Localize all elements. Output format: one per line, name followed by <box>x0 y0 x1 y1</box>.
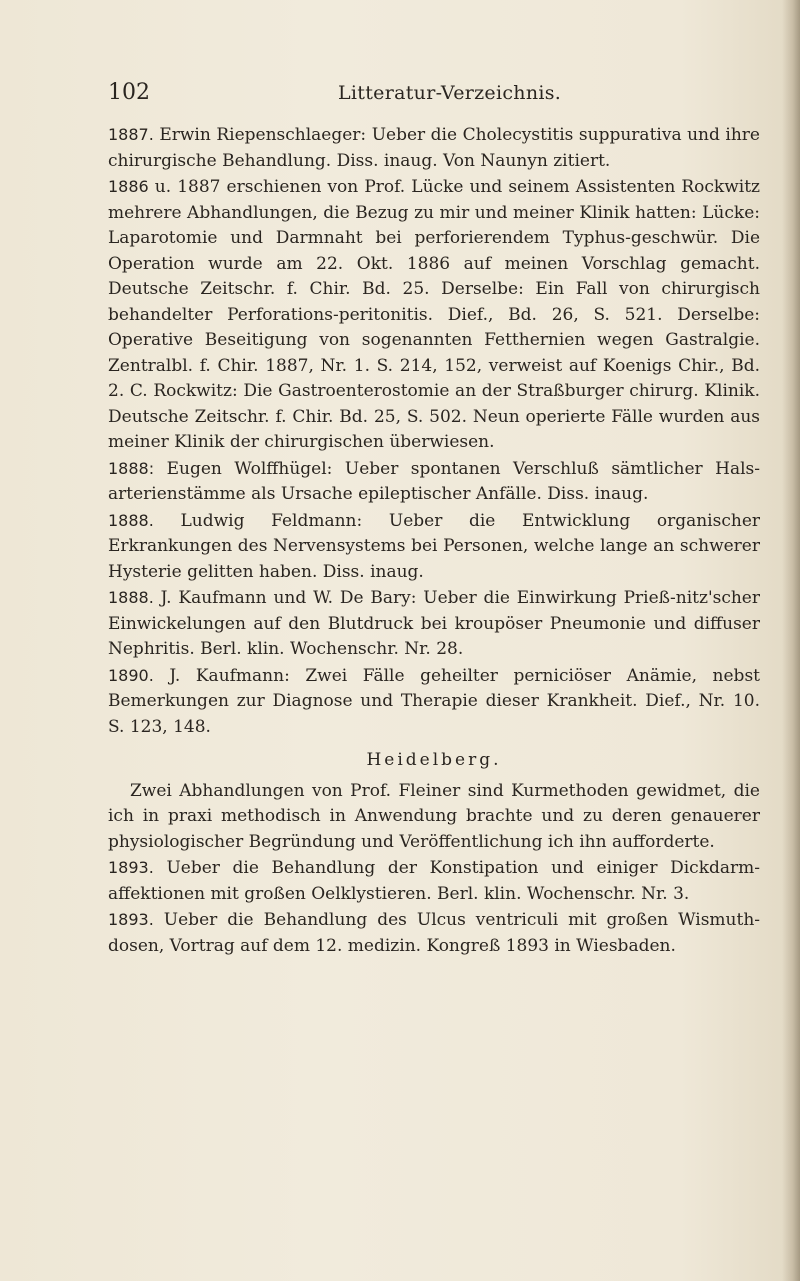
entry-text: Ueber die Behandlung des Ulcus ventriculi mit großen Wismuth-dosen, Vortrag auf dem 12. medizin. Kongreß 1893 in Wiesbaden. <box>108 910 761 956</box>
bibliography-entry <box>108 585 760 663</box>
bibliography-entry <box>108 855 760 907</box>
page-header <box>108 80 708 112</box>
entry-text: Ludwig Feldmann: Ueber die Entwicklung organischer Erkrankungen des Nervensystems bei Personen, welche lange an schwerer Hysterie gelitten haben. Diss. inaug. <box>108 510 761 582</box>
intro-paragraph: Zwei Abhandlungen von Prof. Fleiner sind Kurmethoden gewidmet, die ich in praxi methodisch in Anwendung brachte und zu deren genauerer physiologischer Begründung und Veröffentlichung ich ihn aufforderte. <box>108 780 760 852</box>
entry-year: 1893. <box>108 858 154 877</box>
entry-text: u. 1887 erschienen von Prof. Lücke und seinem Assistenten Rockwitz mehrere Abhandlungen, die Bezug zu mir und meiner Klinik hatten: Lücke: Laparotomie und Darmnaht bei perforierendem Typhus-geschwür. Die Operation wurde am 22. Okt. 1886 auf meinen Vorschlag gemacht. Deutsche Zeitschr. f. Chir. Bd. 25. Derselbe: Ein Fall von chirurgisch behandelter Perforations-peritonitis. Dief., Bd. 26, S. 521. Derselbe: Operative Beseitigung von sogenannten Fetthernien wegen Gastralgie. Zentralbl. f. Chir. 1887, Nr. 1. S. 214, 152, verweist auf Koenigs Chir., Bd. 2. C. Rockwitz: Die Gastroenterostomie an der Straßburger chirurg. Klinik. Deutsche Zeitschr. f. Chir. Bd. 25, S. 502. Neun operierte Fälle wurden aus meiner Klinik der chirurgischen überwiesen. <box>108 177 761 452</box>
entry-year: 1888. <box>108 588 154 607</box>
running-title: Litteratur-Verzeichnis. <box>338 82 562 104</box>
page-number: 102 <box>108 80 150 105</box>
entry-text: J. Kaufmann: Zwei Fälle geheilter perniciöser Anämie, nebst Bemerkungen zur Diagnose und Therapie dieser Krankheit. Dief., Nr. 10. S. 123, 148. <box>108 665 760 737</box>
entry-text: Erwin Riepenschlaeger: Ueber die Cholecystitis suppurativa und ihre chirurgische Behandlung. Diss. inaug. Von Naunyn zitiert. <box>108 125 760 171</box>
entry-year: 1888. <box>108 510 154 530</box>
entry-year: 1893. <box>108 910 154 929</box>
entry-year: 1888: <box>108 458 155 478</box>
bibliography-entry <box>108 174 760 456</box>
entry-text: J. Kaufmann und W. De Bary: Ueber die Einwirkung Prieß-nitz'scher Einwickelungen auf den Blutdruck bei kroupöser Pneumonie und diffuser Nephritis. Berl. klin. Wochenschr. Nr. 28. <box>108 588 760 659</box>
entry-text: Ueber die Behandlung der Konstipation und einiger Dickdarm-affektionen mit großen Oelklystieren. Berl. klin. Wochenschr. Nr. 3. <box>108 858 761 904</box>
body-text <box>108 122 760 959</box>
entry-year: 1887. <box>108 125 154 144</box>
page-edge-shadow <box>782 0 800 1281</box>
bibliography-entry <box>108 456 760 508</box>
bibliography-entry <box>108 907 760 959</box>
entry-text: Eugen Wolffhügel: Ueber spontanen Verschluß sämtlicher Hals-arterienstämme als Ursache epileptischer Anfälle. Diss. inaug. <box>108 458 761 504</box>
entry-year: 1886 <box>108 177 149 196</box>
bibliography-entry <box>108 122 760 174</box>
section-heading: Heidelberg. <box>366 750 502 770</box>
entry-year: 1890. <box>108 665 154 685</box>
bibliography-entry <box>108 508 760 586</box>
bibliography-entry <box>108 663 760 741</box>
